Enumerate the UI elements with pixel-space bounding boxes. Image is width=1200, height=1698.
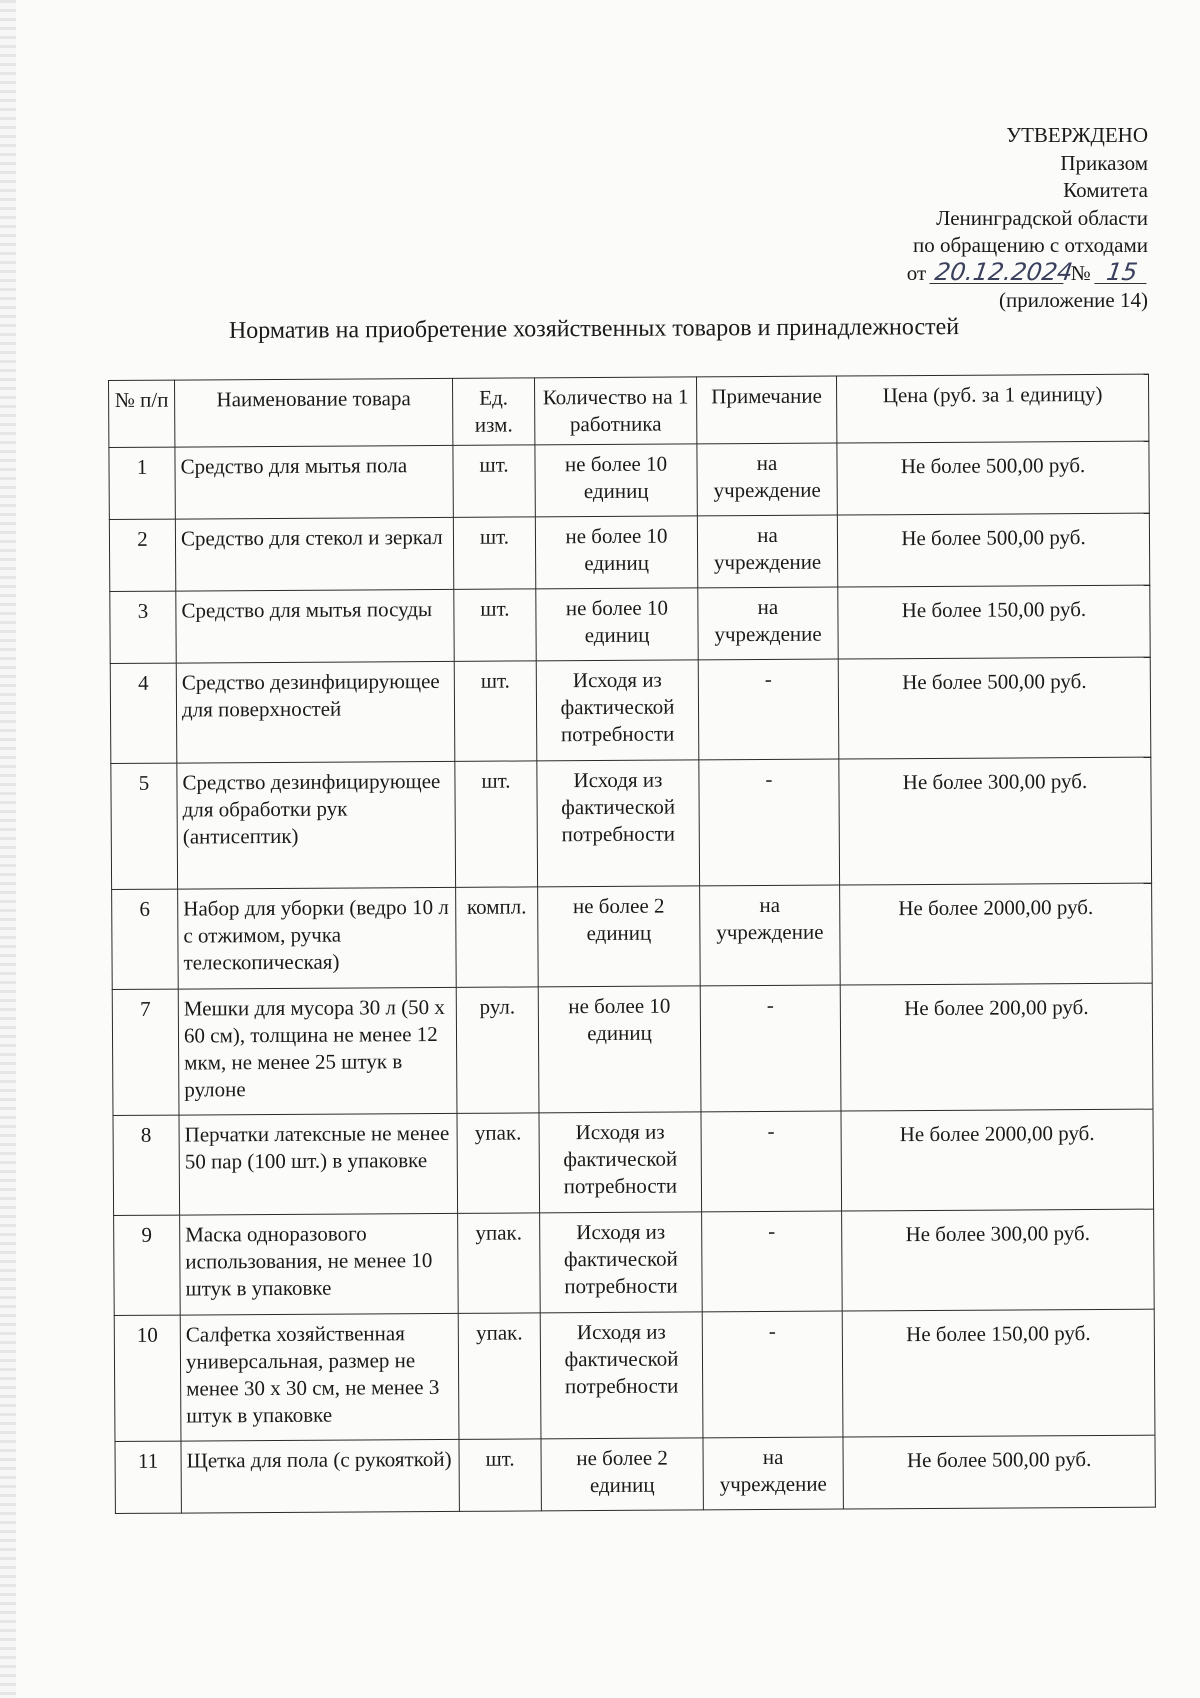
approval-line: по обращению с отходами xyxy=(913,233,1148,257)
cell-qty: не более 10 единиц xyxy=(536,588,698,661)
cell-unit: рул. xyxy=(456,987,539,1113)
cell-unit: шт. xyxy=(454,661,537,761)
cell-name: Маска одноразового использования, не менее 10 штук в упаковке xyxy=(180,1213,459,1315)
date-prefix: от xyxy=(906,260,927,285)
cell-qty: не более 2 единиц xyxy=(541,1438,703,1511)
cell-num: 10 xyxy=(114,1315,181,1441)
header-num: № п/п xyxy=(109,380,175,447)
handwritten-date: 20.12.2024 xyxy=(930,261,1067,284)
cell-name: Средство для стекол и зеркал xyxy=(175,517,453,591)
cell-unit: шт. xyxy=(454,589,536,661)
cell-name: Средство дезинфицирующее для поверхностей xyxy=(176,661,455,763)
cell-note: - xyxy=(702,1211,843,1312)
cell-num: 11 xyxy=(115,1441,181,1513)
cell-num: 3 xyxy=(110,591,176,663)
header-price: Цена (руб. за 1 единицу) xyxy=(836,374,1148,443)
cell-name: Салфетка хозяйственная универсальная, размер не менее 30 х 30 см, не менее 3 штук в упаковке xyxy=(180,1313,459,1441)
cell-name: Средство дезинфицирующее для обработки рук (антисептик) xyxy=(177,761,456,889)
cell-unit: шт. xyxy=(459,1439,541,1511)
cell-unit: упак. xyxy=(457,1113,540,1213)
cell-num: 5 xyxy=(111,763,178,889)
approval-date-line xyxy=(906,257,1148,288)
cell-qty: Исходя из фактической потребности xyxy=(537,760,700,887)
table-row xyxy=(111,757,1152,889)
cell-qty: Исходя из фактической потребности xyxy=(536,660,699,761)
cell-qty: Исходя из фактической потребности xyxy=(539,1112,702,1213)
table-header-row xyxy=(109,374,1149,447)
cell-qty: не более 10 единиц xyxy=(538,986,701,1113)
cell-num: 8 xyxy=(113,1115,180,1215)
cell-price: Не более 300,00 руб. xyxy=(839,757,1152,885)
cell-name: Средство для мытья пола xyxy=(175,445,453,519)
cell-unit: упак. xyxy=(458,1313,541,1439)
cell-name: Средство для мытья посуды xyxy=(176,589,454,663)
cell-num: 2 xyxy=(109,519,175,591)
cell-price: Не более 500,00 руб. xyxy=(837,513,1149,587)
cell-unit: шт. xyxy=(453,445,535,517)
table-row xyxy=(109,513,1149,591)
table-row xyxy=(115,1435,1155,1513)
cell-num: 1 xyxy=(109,447,175,519)
norms-table xyxy=(108,374,1156,1514)
cell-price: Не более 500,00 руб. xyxy=(838,657,1151,759)
cell-num: 6 xyxy=(112,889,179,989)
cell-note: на учреждение xyxy=(697,515,837,588)
cell-price: Не более 500,00 руб. xyxy=(837,441,1149,515)
cell-qty: Исходя из фактической потребности xyxy=(540,1312,703,1439)
table-row xyxy=(114,1309,1155,1441)
cell-qty: Исходя из фактической потребности xyxy=(540,1212,703,1313)
cell-name: Щетка для пола (с рукояткой) xyxy=(181,1439,459,1513)
cell-price: Не более 150,00 руб. xyxy=(842,1309,1155,1437)
cell-price: Не более 200,00 руб. xyxy=(840,983,1153,1111)
table-row xyxy=(110,657,1151,763)
table-row xyxy=(112,983,1153,1115)
cell-price: Не более 2000,00 руб. xyxy=(840,883,1153,985)
table-row xyxy=(112,883,1153,989)
approval-line: Ленинградской области xyxy=(936,205,1148,230)
cell-num: 4 xyxy=(110,663,177,763)
cell-note: - xyxy=(698,659,839,760)
cell-qty: не более 10 единиц xyxy=(535,516,697,589)
cell-note: на учреждение xyxy=(700,885,841,986)
cell-num: 9 xyxy=(114,1215,181,1315)
cell-name: Перчатки латексные не менее 50 пар (100 шт.) в упаковке xyxy=(179,1113,458,1215)
appendix-label: (приложение 14) xyxy=(998,288,1148,312)
cell-unit: шт. xyxy=(453,517,535,589)
header-unit: Ед. изм. xyxy=(452,378,534,445)
table-row xyxy=(109,441,1149,519)
cell-note: - xyxy=(699,759,840,886)
cell-note: на учреждение xyxy=(697,443,837,516)
cell-qty: не более 10 единиц xyxy=(535,444,697,517)
table-row xyxy=(114,1209,1155,1315)
cell-unit: шт. xyxy=(455,761,538,887)
cell-price: Не более 500,00 руб. xyxy=(843,1435,1155,1509)
cell-name: Мешки для мусора 30 л (50 х 60 см), толщина не менее 12 мкм, не менее 25 штук в рулоне xyxy=(178,987,457,1115)
cell-unit: компл. xyxy=(456,887,539,987)
approval-line: УТВЕРЖДЕНО xyxy=(1006,123,1148,147)
cell-note: - xyxy=(701,1111,842,1212)
cell-price: Не более 2000,00 руб. xyxy=(841,1109,1154,1211)
cell-price: Не более 300,00 руб. xyxy=(842,1209,1155,1311)
scan-edge xyxy=(0,0,16,1698)
approval-line: Комитета xyxy=(1063,178,1148,202)
cell-note: - xyxy=(702,1311,843,1438)
cell-note: - xyxy=(700,985,841,1112)
header-name: Наименование товара xyxy=(175,378,453,447)
cell-num: 7 xyxy=(112,989,179,1115)
cell-note: на учреждение xyxy=(703,1437,843,1510)
table-row xyxy=(110,585,1150,663)
header-note: Примечание xyxy=(696,376,836,444)
cell-note: на учреждение xyxy=(698,587,838,660)
approval-line: Приказом xyxy=(1060,150,1148,175)
approval-block xyxy=(907,122,1148,315)
cell-name: Набор для уборки (ведро 10 л с отжимом, ручка телескопическая) xyxy=(178,887,457,989)
handwritten-number: 15 xyxy=(1094,261,1149,284)
table-row xyxy=(113,1109,1154,1215)
number-prefix: № xyxy=(1070,260,1091,285)
cell-unit: упак. xyxy=(458,1213,541,1313)
norms-table-wrap xyxy=(108,374,1155,1514)
header-qty: Количество на 1 работника xyxy=(534,377,696,445)
document-title: Норматив на приобретение хозяйственных товаров и принадлежностей xyxy=(228,314,960,344)
cell-price: Не более 150,00 руб. xyxy=(838,585,1150,659)
cell-qty: не более 2 единиц xyxy=(538,886,701,987)
